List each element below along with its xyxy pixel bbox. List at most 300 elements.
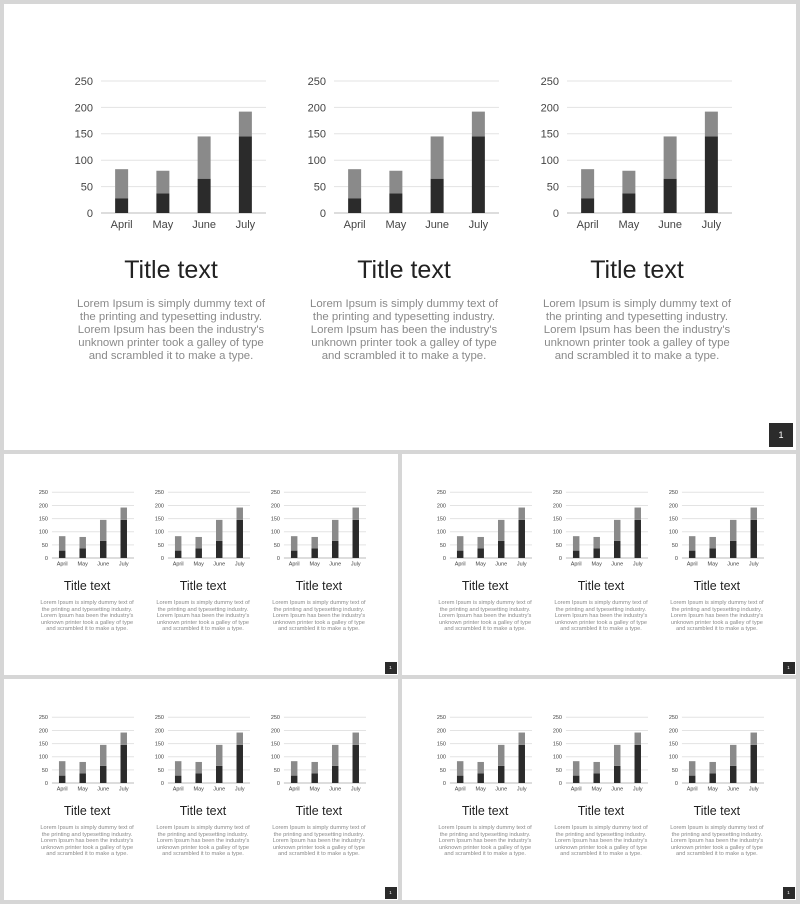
y-tick-label: 150 [668, 516, 679, 523]
bar-april-segment-1 [457, 551, 463, 558]
bar-april-segment-2 [581, 169, 594, 198]
bar-may-segment-2 [710, 762, 716, 773]
panel-2 [304, 4, 504, 444]
y-tick-label: 200 [437, 728, 447, 735]
panel-body-text: Lorem Ipsum is simply dummy text of the printing and typesetting industry. Lorem Ipsum has been the industry's unknown printer took a galley of type and scrambled it to make a type. [156, 825, 250, 858]
x-tick-label: July [517, 561, 527, 568]
bar-april-segment-1 [59, 551, 65, 558]
bar-april-segment-1 [59, 776, 65, 783]
panel-2 [551, 679, 651, 898]
y-tick-label: 50 [313, 181, 326, 194]
bar-april-segment-2 [573, 761, 579, 775]
bar-june-segment-1 [216, 541, 222, 558]
x-tick-label: July [351, 786, 361, 793]
y-tick-label: 250 [437, 490, 447, 497]
slide-thumbnail-4[interactable] [4, 679, 398, 900]
y-tick-label: 250 [270, 490, 281, 497]
bar-may-segment-1 [389, 193, 402, 213]
bar-may-segment-1 [710, 548, 716, 558]
y-tick-label: 50 [440, 767, 447, 774]
panel-3 [269, 679, 369, 898]
bar-july-segment-2 [121, 733, 127, 745]
x-tick-label: July [119, 786, 129, 793]
y-tick-label: 200 [155, 728, 165, 735]
bar-april-segment-2 [59, 536, 65, 550]
x-tick-label: July [749, 786, 759, 793]
x-tick-label: July [468, 219, 489, 231]
x-tick-label: July [517, 786, 527, 793]
panel-title: Title text [577, 804, 625, 819]
stacked-bar-chart [667, 679, 767, 798]
x-tick-label: May [618, 219, 640, 231]
y-tick-label: 150 [39, 741, 49, 748]
x-tick-label: May [193, 561, 205, 568]
bar-may-segment-2 [196, 537, 202, 548]
y-tick-label: 150 [270, 741, 281, 748]
y-tick-label: 0 [45, 780, 49, 787]
x-tick-label: April [576, 219, 599, 231]
bar-july-segment-2 [519, 508, 525, 520]
bar-june-segment-2 [332, 520, 338, 541]
x-tick-label: April [57, 561, 68, 568]
bar-june-segment-1 [730, 541, 736, 558]
bar-may-segment-2 [312, 762, 318, 773]
x-tick-label: May [77, 786, 89, 793]
bar-june-segment-2 [100, 745, 106, 766]
panel-3 [667, 679, 767, 898]
y-tick-label: 50 [274, 542, 281, 549]
bar-april-segment-1 [291, 776, 297, 783]
y-tick-label: 200 [39, 503, 49, 510]
bar-may-segment-1 [478, 773, 484, 783]
panel-title: Title text [577, 579, 625, 594]
y-tick-label: 250 [155, 715, 165, 722]
page-number-badge: 1 [783, 887, 795, 899]
bar-july-segment-1 [121, 520, 127, 558]
x-tick-label: May [591, 561, 603, 568]
panel-title: Title text [461, 804, 509, 819]
bar-july-segment-2 [705, 112, 718, 137]
stacked-bar-chart [667, 454, 767, 573]
y-tick-label: 0 [277, 780, 281, 787]
x-tick-label: May [591, 786, 603, 793]
x-tick-label: June [192, 219, 217, 231]
bar-april-segment-2 [175, 761, 181, 775]
panel-title: Title text [590, 256, 684, 284]
y-tick-label: 100 [437, 754, 447, 761]
bar-june-segment-2 [498, 520, 504, 541]
y-tick-label: 200 [668, 503, 679, 510]
bar-june-segment-2 [614, 745, 620, 766]
y-tick-label: 200 [553, 503, 563, 510]
bar-may-segment-2 [594, 537, 600, 548]
bar-june-segment-2 [100, 520, 106, 541]
y-tick-label: 250 [668, 715, 679, 722]
page-number-badge: 1 [385, 662, 397, 674]
panel-body-text: Lorem Ipsum is simply dummy text of the printing and typesetting industry. Lorem Ipsum has been the industry's unknown printer took a galley of type and scrambled it to make a type. [543, 298, 731, 363]
y-tick-label: 100 [553, 529, 563, 536]
bar-april-segment-1 [457, 776, 463, 783]
y-tick-label: 250 [553, 715, 563, 722]
y-tick-label: 0 [319, 207, 326, 220]
page-number-badge: 1 [769, 423, 793, 447]
y-tick-label: 200 [553, 728, 563, 735]
y-tick-label: 200 [155, 503, 165, 510]
y-tick-label: 150 [307, 128, 326, 141]
y-tick-label: 50 [672, 542, 679, 549]
bar-april-segment-2 [291, 761, 297, 775]
x-tick-label: July [749, 561, 759, 568]
bar-july-segment-2 [751, 733, 757, 745]
stacked-bar-chart [153, 679, 253, 798]
bar-april-segment-2 [457, 761, 463, 775]
bar-july-segment-2 [519, 733, 525, 745]
stacked-bar-chart [537, 4, 737, 244]
bar-july-segment-1 [353, 520, 359, 558]
bar-june-segment-1 [498, 541, 504, 558]
panel-title: Title text [179, 579, 227, 594]
bar-july-segment-1 [121, 745, 127, 783]
bar-april-segment-2 [689, 536, 695, 550]
slide-thumbnail-1 [4, 4, 796, 450]
y-tick-label: 50 [556, 542, 563, 549]
bar-april-segment-2 [689, 761, 695, 775]
bar-may-segment-2 [622, 171, 635, 194]
x-tick-label: June [495, 561, 508, 568]
bar-may-segment-2 [196, 762, 202, 773]
bar-may-segment-1 [196, 548, 202, 558]
stacked-bar-chart [269, 679, 369, 798]
y-tick-label: 150 [155, 741, 165, 748]
bar-april-segment-1 [689, 551, 695, 558]
x-tick-label: June [425, 219, 450, 231]
y-tick-label: 50 [672, 767, 679, 774]
y-tick-label: 150 [668, 741, 679, 748]
y-tick-label: 200 [307, 102, 326, 115]
y-tick-label: 100 [668, 754, 679, 761]
bar-june-segment-1 [614, 541, 620, 558]
x-tick-label: June [213, 561, 226, 568]
panel-3 [667, 454, 767, 673]
bar-may-segment-1 [478, 548, 484, 558]
x-tick-label: April [172, 561, 184, 568]
x-tick-label: April [686, 561, 698, 568]
y-tick-label: 0 [559, 555, 563, 562]
bar-july-segment-2 [237, 733, 243, 745]
x-tick-label: April [686, 786, 698, 793]
panel-title: Title text [693, 579, 741, 594]
bar-may-segment-1 [196, 773, 202, 783]
y-tick-label: 0 [161, 555, 165, 562]
x-tick-label: July [633, 786, 643, 793]
bar-june-segment-1 [198, 179, 211, 213]
page-number-badge: 1 [385, 887, 397, 899]
bar-may-segment-2 [389, 171, 402, 194]
y-tick-label: 100 [155, 754, 165, 761]
panel-title: Title text [124, 256, 218, 284]
panel-title: Title text [63, 579, 111, 594]
bar-july-segment-2 [751, 508, 757, 520]
bar-may-segment-2 [594, 762, 600, 773]
y-tick-label: 250 [39, 490, 49, 497]
y-tick-label: 250 [39, 715, 49, 722]
x-tick-label: June [611, 786, 624, 793]
panel-title: Title text [63, 804, 111, 819]
bar-may-segment-1 [312, 773, 318, 783]
bar-april-segment-2 [348, 169, 361, 198]
bar-april-segment-2 [573, 536, 579, 550]
panel-body-text: Lorem Ipsum is simply dummy text of the printing and typesetting industry. Lorem Ipsum has been the industry's unknown printer took a galley of type and scrambled it to make a type. [554, 600, 648, 633]
x-tick-label: June [727, 786, 740, 793]
panel-body-text: Lorem Ipsum is simply dummy text of the printing and typesetting industry. Lorem Ipsum has been the industry's unknown printer took a galley of type and scrambled it to make a type. [156, 600, 250, 633]
bar-may-segment-2 [478, 762, 484, 773]
y-tick-label: 100 [270, 529, 281, 536]
bar-april-segment-1 [348, 198, 361, 213]
stacked-bar-chart [435, 679, 535, 798]
bar-july-segment-2 [635, 508, 641, 520]
y-tick-label: 0 [86, 207, 93, 220]
panel-body-text: Lorem Ipsum is simply dummy text of the printing and typesetting industry. Lorem Ipsum has been the industry's unknown printer took a galley of type and scrambled it to make a type. [670, 825, 764, 858]
bar-april-segment-1 [573, 776, 579, 783]
x-tick-label: July [119, 561, 129, 568]
bar-may-segment-2 [156, 171, 169, 194]
bar-july-segment-1 [751, 520, 757, 558]
x-tick-label: May [152, 219, 174, 231]
x-tick-label: June [97, 786, 110, 793]
bar-april-segment-1 [291, 551, 297, 558]
x-tick-label: May [77, 561, 89, 568]
bar-july-segment-2 [353, 508, 359, 520]
y-tick-label: 0 [443, 780, 447, 787]
x-tick-label: June [213, 786, 226, 793]
panel-title: Title text [179, 804, 227, 819]
panel-body-text: Lorem Ipsum is simply dummy text of the printing and typesetting industry. Lorem Ipsum has been the industry's unknown printer took a galley of type and scrambled it to make a type. [554, 825, 648, 858]
y-tick-label: 200 [540, 102, 559, 115]
y-tick-label: 200 [668, 728, 679, 735]
bar-may-segment-1 [594, 773, 600, 783]
y-tick-label: 50 [80, 181, 93, 194]
bar-july-segment-1 [705, 136, 718, 213]
y-tick-label: 50 [274, 767, 281, 774]
panel-title: Title text [295, 804, 343, 819]
panel-body-text: Lorem Ipsum is simply dummy text of the printing and typesetting industry. Lorem Ipsum has been the industry's unknown printer took a galley of type and scrambled it to make a type. [272, 600, 366, 633]
x-tick-label: April [455, 786, 466, 793]
bar-may-segment-2 [80, 537, 86, 548]
bar-july-segment-1 [519, 520, 525, 558]
panel-1 [37, 454, 137, 673]
x-tick-label: May [193, 786, 205, 793]
x-tick-label: April [343, 219, 366, 231]
bar-april-segment-1 [175, 551, 181, 558]
y-tick-label: 0 [675, 780, 679, 787]
bar-june-segment-2 [216, 520, 222, 541]
x-tick-label: July [351, 561, 361, 568]
x-tick-label: July [235, 786, 245, 793]
bar-june-segment-1 [100, 766, 106, 783]
x-tick-label: April [57, 786, 68, 793]
y-tick-label: 0 [675, 555, 679, 562]
panel-body-text: Lorem Ipsum is simply dummy text of the printing and typesetting industry. Lorem Ipsum has been the industry's unknown printer took a galley of type and scrambled it to make a type. [438, 600, 532, 633]
bar-june-segment-2 [198, 136, 211, 178]
bar-june-segment-1 [332, 766, 338, 783]
y-tick-label: 100 [540, 155, 559, 168]
x-tick-label: May [309, 786, 321, 793]
bar-july-segment-1 [237, 745, 243, 783]
y-tick-label: 250 [553, 490, 563, 497]
y-tick-label: 100 [437, 529, 447, 536]
y-tick-label: 250 [270, 715, 281, 722]
x-tick-label: June [495, 786, 508, 793]
bar-june-segment-1 [216, 766, 222, 783]
y-tick-label: 0 [161, 780, 165, 787]
y-tick-label: 250 [307, 75, 326, 88]
y-tick-label: 0 [45, 555, 49, 562]
y-tick-label: 0 [559, 780, 563, 787]
x-tick-label: May [309, 561, 321, 568]
slide-thumbnail-5[interactable] [402, 679, 796, 900]
x-tick-label: July [701, 219, 722, 231]
x-tick-label: May [475, 561, 487, 568]
x-tick-label: July [235, 219, 256, 231]
bar-may-segment-1 [312, 548, 318, 558]
y-tick-label: 0 [277, 555, 281, 562]
x-tick-label: June [329, 561, 342, 568]
bar-june-segment-1 [498, 766, 504, 783]
bar-july-segment-1 [635, 520, 641, 558]
slide-thumbnail-3[interactable] [402, 454, 796, 675]
bar-april-segment-1 [175, 776, 181, 783]
page-number-badge: 1 [783, 662, 795, 674]
panel-body-text: Lorem Ipsum is simply dummy text of the printing and typesetting industry. Lorem Ipsum has been the industry's unknown printer took a galley of type and scrambled it to make a type. [272, 825, 366, 858]
stacked-bar-chart [304, 4, 504, 244]
bar-july-segment-2 [635, 733, 641, 745]
x-tick-label: April [288, 786, 300, 793]
bar-april-segment-2 [291, 536, 297, 550]
y-tick-label: 200 [270, 728, 281, 735]
x-tick-label: April [110, 219, 133, 231]
bar-june-segment-2 [216, 745, 222, 766]
y-tick-label: 150 [74, 128, 93, 141]
bar-july-segment-1 [751, 745, 757, 783]
panel-body-text: Lorem Ipsum is simply dummy text of the printing and typesetting industry. Lorem Ipsum has been the industry's unknown printer took a galley of type and scrambled it to make a type. [310, 298, 498, 363]
y-tick-label: 250 [668, 490, 679, 497]
bar-may-segment-2 [478, 537, 484, 548]
bar-july-segment-1 [353, 745, 359, 783]
y-tick-label: 250 [155, 490, 165, 497]
x-tick-label: June [329, 786, 342, 793]
y-tick-label: 150 [155, 516, 165, 523]
x-tick-label: June [658, 219, 683, 231]
bar-april-segment-1 [573, 551, 579, 558]
x-tick-label: June [611, 561, 624, 568]
x-tick-label: May [707, 561, 719, 568]
bar-may-segment-2 [80, 762, 86, 773]
bar-june-segment-2 [498, 745, 504, 766]
panel-2 [153, 454, 253, 673]
x-tick-label: July [633, 561, 643, 568]
y-tick-label: 100 [668, 529, 679, 536]
x-tick-label: May [385, 219, 407, 231]
bar-may-segment-1 [710, 773, 716, 783]
y-tick-label: 250 [437, 715, 447, 722]
panel-1 [435, 454, 535, 673]
bar-june-segment-2 [431, 136, 444, 178]
bar-may-segment-1 [622, 193, 635, 213]
x-tick-label: April [570, 561, 582, 568]
y-tick-label: 250 [74, 75, 93, 88]
stacked-bar-chart [153, 454, 253, 573]
bar-july-segment-2 [239, 112, 252, 137]
bar-april-segment-1 [689, 776, 695, 783]
bar-june-segment-1 [730, 766, 736, 783]
bar-june-segment-1 [431, 179, 444, 213]
x-tick-label: May [707, 786, 719, 793]
bar-may-segment-1 [80, 548, 86, 558]
bar-july-segment-2 [121, 508, 127, 520]
x-tick-label: April [570, 786, 582, 793]
y-tick-label: 100 [74, 155, 93, 168]
bar-april-segment-2 [115, 169, 128, 198]
y-tick-label: 50 [556, 767, 563, 774]
bar-july-segment-2 [353, 733, 359, 745]
bar-april-segment-1 [581, 198, 594, 213]
panel-title: Title text [693, 804, 741, 819]
y-tick-label: 100 [307, 155, 326, 168]
panel-body-text: Lorem Ipsum is simply dummy text of the printing and typesetting industry. Lorem Ipsum has been the industry's unknown printer took a galley of type and scrambled it to make a type. [670, 600, 764, 633]
bar-june-segment-2 [332, 745, 338, 766]
x-tick-label: June [97, 561, 110, 568]
y-tick-label: 200 [270, 503, 281, 510]
bar-june-segment-1 [664, 179, 677, 213]
bar-july-segment-1 [239, 136, 252, 213]
y-tick-label: 50 [546, 181, 559, 194]
bar-april-segment-2 [457, 536, 463, 550]
stacked-bar-chart [37, 679, 137, 798]
y-tick-label: 50 [158, 542, 165, 549]
bar-july-segment-1 [472, 136, 485, 213]
panel-1 [37, 679, 137, 898]
bar-april-segment-1 [115, 198, 128, 213]
y-tick-label: 100 [553, 754, 563, 761]
bar-july-segment-1 [237, 520, 243, 558]
y-tick-label: 100 [155, 529, 165, 536]
bar-may-segment-2 [312, 537, 318, 548]
bar-april-segment-2 [175, 536, 181, 550]
y-tick-label: 150 [39, 516, 49, 523]
stacked-bar-chart [551, 454, 651, 573]
bar-april-segment-2 [59, 761, 65, 775]
y-tick-label: 200 [437, 503, 447, 510]
slide-thumbnail-2[interactable] [4, 454, 398, 675]
y-tick-label: 50 [42, 542, 49, 549]
bar-may-segment-2 [710, 537, 716, 548]
y-tick-label: 250 [540, 75, 559, 88]
x-tick-label: April [172, 786, 184, 793]
x-tick-label: June [727, 561, 740, 568]
panel-title: Title text [357, 256, 451, 284]
y-tick-label: 50 [440, 542, 447, 549]
bar-july-segment-1 [635, 745, 641, 783]
stacked-bar-chart [71, 4, 271, 244]
bar-july-segment-1 [519, 745, 525, 783]
bar-june-segment-1 [100, 541, 106, 558]
panel-title: Title text [461, 579, 509, 594]
bar-may-segment-1 [594, 548, 600, 558]
panel-body-text: Lorem Ipsum is simply dummy text of the printing and typesetting industry. Lorem Ipsum has been the industry's unknown printer took a galley of type and scrambled it to make a type. [40, 600, 134, 633]
panel-1 [71, 4, 271, 444]
y-tick-label: 200 [39, 728, 49, 735]
stacked-bar-chart [551, 679, 651, 798]
